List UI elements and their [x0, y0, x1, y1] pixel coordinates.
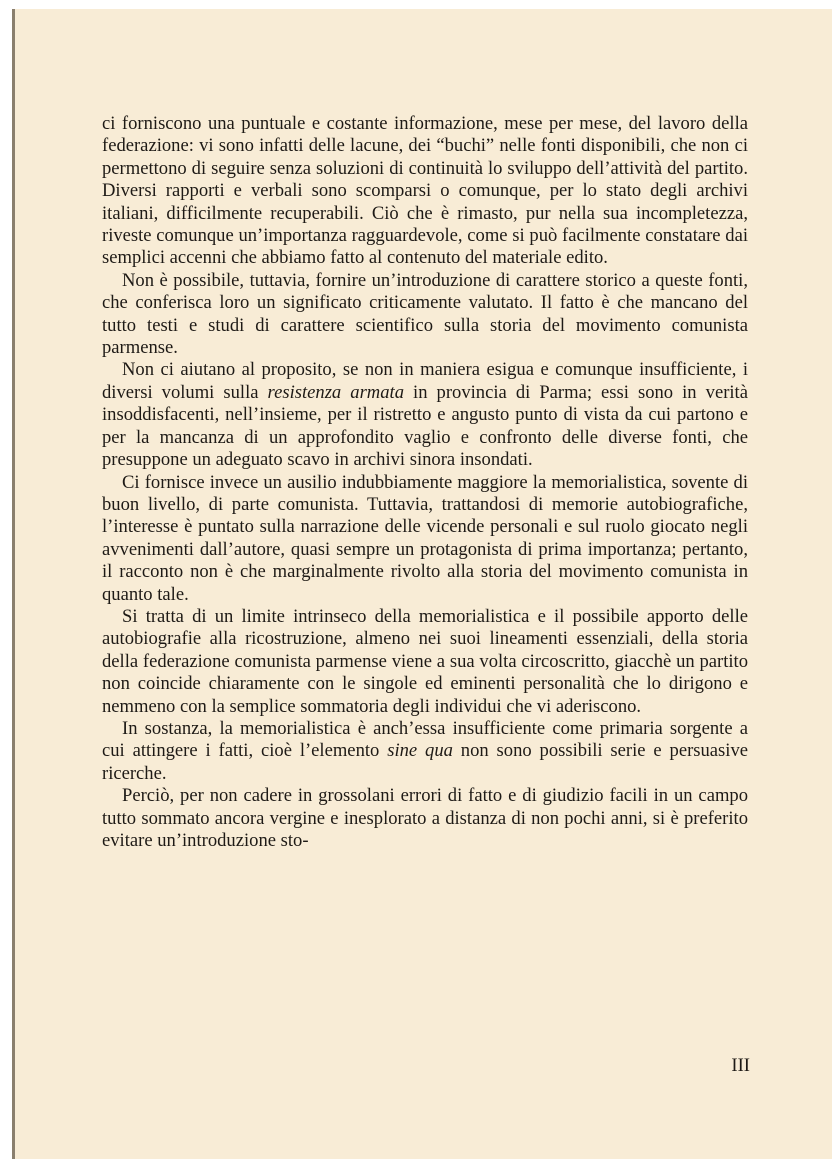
paragraph-7-text: Perciò, per non cadere in grossolani errori di fatto e di giudizio facili in un campo tutto sommato ancora vergine e inesplorato a distanza di non pochi anni, si è preferito evitare un’introduzione sto-: [102, 785, 748, 851]
paragraph-6-text-a: In sostanza, la memorialistica è anch’essa insufficiente come primaria sorgente a cui attingere i fatti, cioè l’elemento: [102, 717, 748, 762]
page-number: III: [731, 1055, 750, 1076]
paragraph-4: [102, 472, 748, 606]
paragraph-1: [102, 113, 748, 270]
paragraph-7: [102, 785, 748, 852]
paragraph-3-text-b: in provincia di Parma; essi sono in verità insoddisfacenti, nell’insieme, per il ristretto e angusto punto di vista da cui partono e per la mancanza di un approfondito vaglio e confronto delle diverse fonti, che presuppone un adeguato scavo in archivi sinora insondati.: [102, 381, 748, 471]
paragraph-3-text-a: Non ci aiutano al proposito, se non in maniera esigua e comunque insufficiente, i diversi volumi sulla: [102, 359, 748, 403]
paragraph-6-italic-term: sine qua: [387, 740, 453, 762]
paragraph-5-text: Si tratta di un limite intrinseco della memorialistica e il possibile apporto delle autobiografie alla ricostruzione, almeno nei suoi lineamenti essenziali, della storia della federazione comunista parmense viene a sua volta circoscritto, giacchè un partito non coincide chiaramente con le singole ed eminenti personalità che lo dirigono e nemmeno con la semplice sommatoria degli individui che vi aderiscono.: [102, 605, 748, 717]
paragraph-5: [102, 606, 748, 718]
paragraph-6-text-b: non sono possibili serie e persuasive ricerche.: [102, 740, 748, 784]
paragraph-3: [102, 359, 748, 471]
paragraph-3-italic-term: resistenza armata: [267, 381, 404, 403]
paragraph-2-text: Non è possibile, tuttavia, fornire un’introduzione di carattere storico a queste fonti, che conferisca loro un significato criticamente valutato. Il fatto è che mancano del tutto testi e studi di carattere scientifico sulla storia del movimento comunista parmense.: [102, 269, 748, 359]
body-text: [102, 113, 748, 852]
paragraph-1-text: ci forniscono una puntuale e costante informazione, mese per mese, del lavoro della federazione: vi sono infatti delle lacune, dei “buchi” nelle fonti disponibili, che non ci permettono di seguire senza soluzioni di continuità lo sviluppo dell’attività del partito. Diversi rapporti e verbali sono scomparsi o comunque, per lo stato degli archivi italiani, difficilmente recuperabili. Ciò che è rimasto, pur nella sua incompletezza, riveste comunque un’importanza ragguardevole, come si può facilmente constatare dai semplici accenni che abbiamo fatto al contenuto del materiale edito.: [102, 113, 748, 269]
paragraph-4-text: Ci fornisce invece un ausilio indubbiamente maggiore la memorialistica, sovente di buon livello, di parte comunista. Tuttavia, trattandosi di memorie autobiografiche, l’interesse è puntato sulla narrazione delle vicende personali e sul ruolo giocato negli avvenimenti dall’autore, quasi sempre un protagonista di prima importanza; pertanto, il racconto non è che marginalmente rivolto alla storia del movimento comunista in quanto tale.: [102, 471, 748, 605]
paragraph-2: [102, 270, 748, 360]
paragraph-6: [102, 718, 748, 785]
